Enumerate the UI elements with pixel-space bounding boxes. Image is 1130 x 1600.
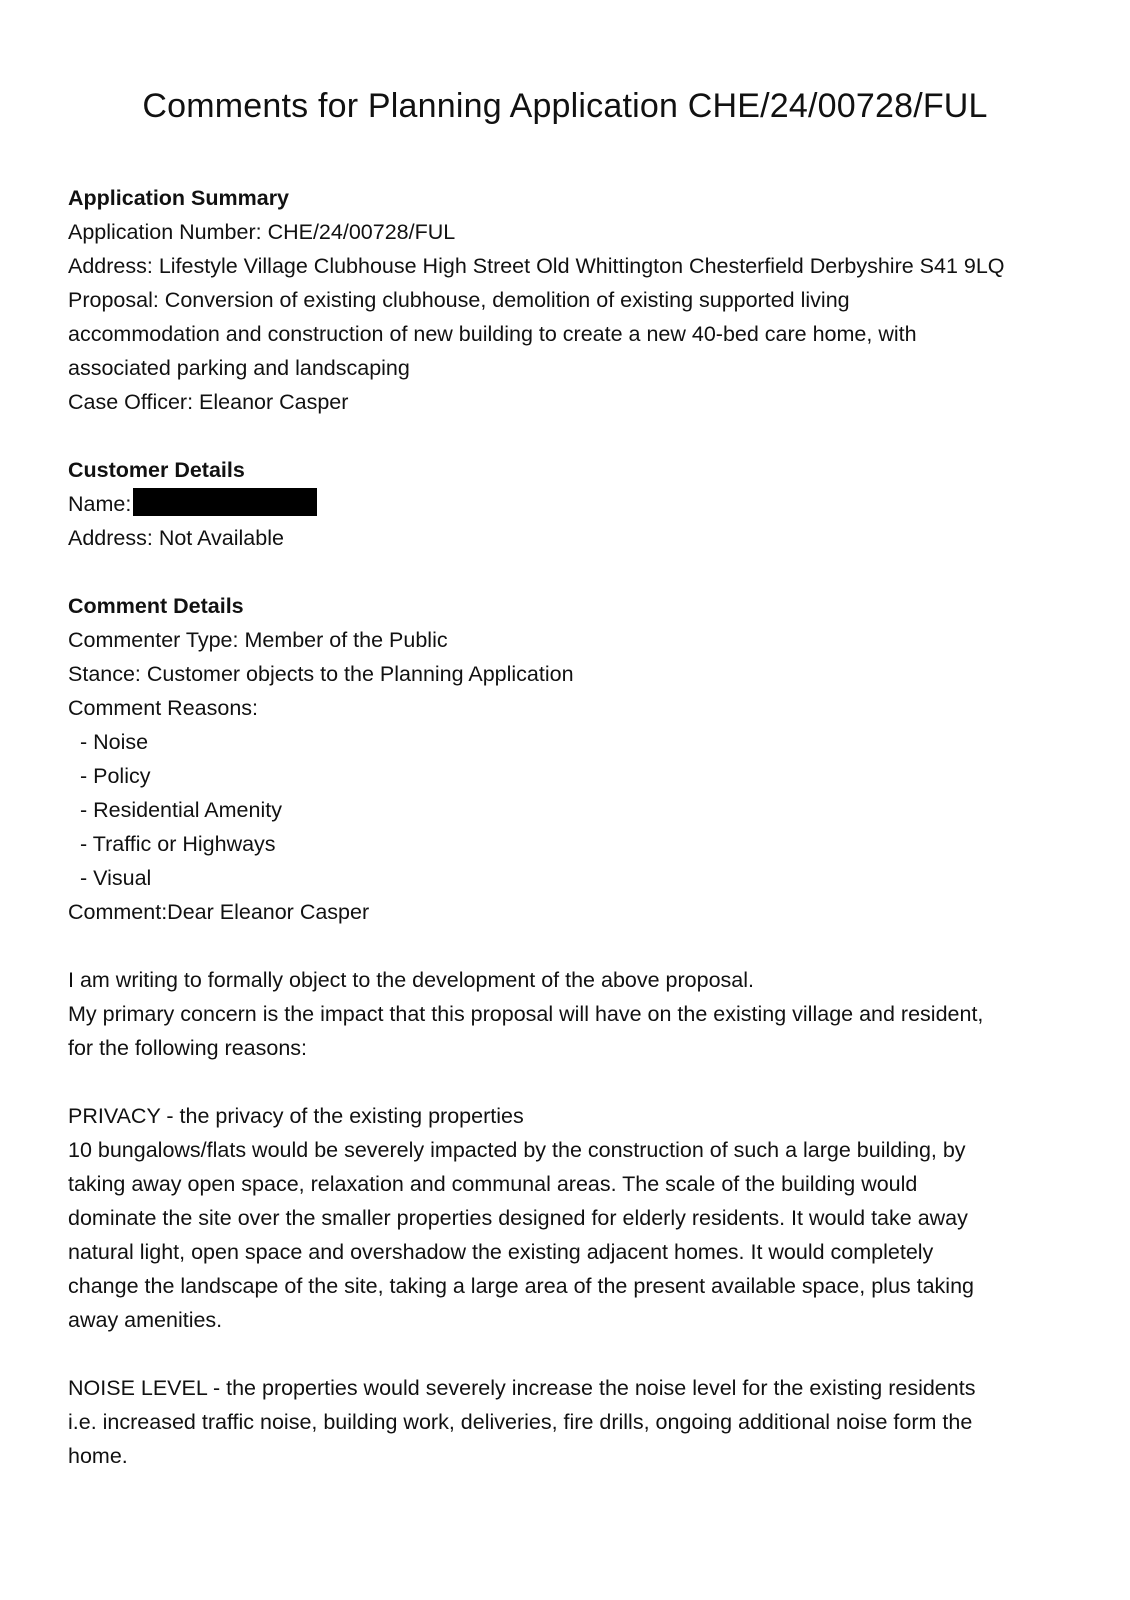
- spacer: [68, 1337, 1078, 1371]
- application-number: Application Number: CHE/24/00728/FUL: [68, 220, 456, 244]
- comment-reason-item: - Policy: [80, 764, 151, 788]
- proposal-line: Proposal: Conversion of existing clubhouse, demolition of existing supported living: [68, 288, 850, 312]
- privacy-line: dominate the site over the smaller properties designed for elderly residents. It would take away: [68, 1206, 968, 1230]
- privacy-line: change the landscape of the site, taking a large area of the present available space, plus taking: [68, 1274, 974, 1298]
- letter-line: for the following reasons:: [68, 1036, 308, 1060]
- comment-details-section: [68, 589, 1078, 929]
- comment-intro: Comment:Dear Eleanor Casper: [68, 900, 370, 924]
- noise-paragraph: [68, 1371, 1078, 1473]
- spacer: [68, 929, 1078, 963]
- spacer: [68, 555, 1078, 589]
- case-officer: Case Officer: Eleanor Casper: [68, 390, 349, 414]
- application-summary-section: [68, 181, 1078, 419]
- application-summary-heading: Application Summary: [68, 186, 290, 210]
- spacer: [68, 1065, 1078, 1099]
- proposal-line: associated parking and landscaping: [68, 356, 410, 380]
- noise-line: home.: [68, 1444, 128, 1468]
- comment-reason-item: - Residential Amenity: [80, 798, 282, 822]
- privacy-paragraph: [68, 1099, 1078, 1337]
- customer-name-label: Name:: [68, 492, 132, 516]
- customer-name-row: [68, 487, 1078, 521]
- customer-details-section: [68, 453, 1078, 555]
- comment-reason-item: - Noise: [80, 730, 149, 754]
- letter-line: My primary concern is the impact that this proposal will have on the existing village and resident,: [68, 1002, 984, 1026]
- noise-line: i.e. increased traffic noise, building work, deliveries, fire drills, ongoing additional noise form the: [68, 1410, 973, 1434]
- stance: Stance: Customer objects to the Planning Application: [68, 662, 574, 686]
- commenter-type: Commenter Type: Member of the Public: [68, 628, 448, 652]
- spacer: [68, 419, 1078, 453]
- privacy-line: taking away open space, relaxation and communal areas. The scale of the building would: [68, 1172, 918, 1196]
- privacy-line: away amenities.: [68, 1308, 223, 1332]
- privacy-line: PRIVACY - the privacy of the existing properties: [68, 1104, 524, 1128]
- letter-line: I am writing to formally object to the development of the above proposal.: [68, 968, 754, 992]
- proposal-line: accommodation and construction of new building to create a new 40-bed care home, with: [68, 322, 917, 346]
- comment-reason-item: - Traffic or Highways: [80, 832, 276, 856]
- redacted-name-block: [133, 488, 317, 516]
- document-body: [68, 181, 1078, 1473]
- customer-address: Address: Not Available: [68, 526, 284, 550]
- page-title: Comments for Planning Application CHE/24/00728/FUL: [142, 87, 988, 125]
- comment-details-heading: Comment Details: [68, 594, 244, 618]
- comment-reasons-label: Comment Reasons:: [68, 696, 258, 720]
- letter-intro-paragraph: [68, 963, 1078, 1065]
- noise-line: NOISE LEVEL - the properties would severely increase the noise level for the existing residents: [68, 1376, 976, 1400]
- comment-reason-item: - Visual: [80, 866, 152, 890]
- privacy-line: natural light, open space and overshadow the existing adjacent homes. It would completely: [68, 1240, 934, 1264]
- customer-details-heading: Customer Details: [68, 458, 245, 482]
- application-address: Address: Lifestyle Village Clubhouse High Street Old Whittington Chesterfield Derbyshire S41 9LQ: [68, 254, 1005, 278]
- privacy-line: 10 bungalows/flats would be severely impacted by the construction of such a large building, by: [68, 1138, 966, 1162]
